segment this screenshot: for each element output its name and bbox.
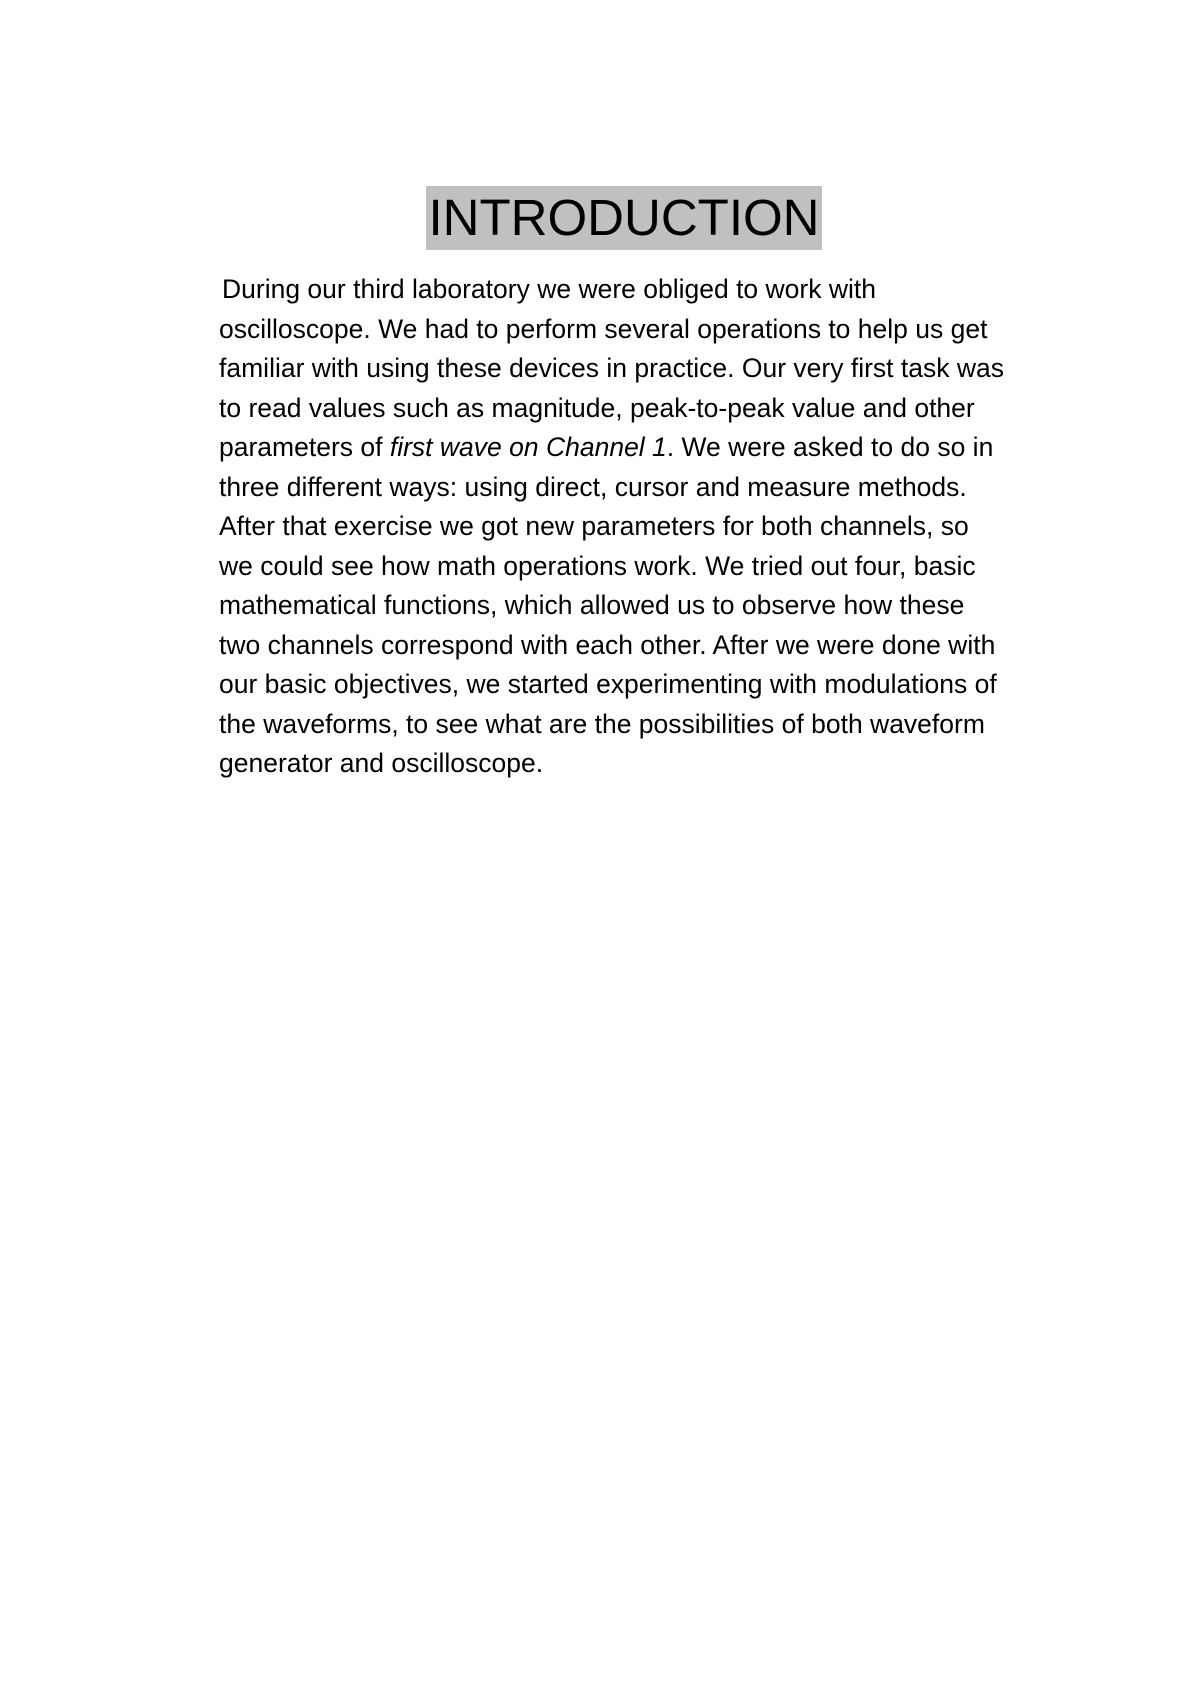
- paragraph-line: mathematical functions, which allowed us to observe how these: [219, 590, 965, 620]
- paragraph-text: . We were asked to do so in: [666, 432, 994, 462]
- paragraph-line: we could see how math operations work. We tried out four, basic: [219, 550, 976, 581]
- paragraph-line: [219, 428, 1069, 468]
- paragraph-line: generator and oscilloscope.: [219, 748, 544, 778]
- paragraph-line: to read values such as magnitude, peak-to-peak value and other: [219, 392, 975, 423]
- italic-phrase: first wave on Channel 1: [389, 432, 667, 462]
- paragraph-line: During our third laboratory we were obliged to work with: [222, 274, 876, 304]
- section-heading: INTRODUCTION: [426, 186, 823, 250]
- paragraph-line: familiar with using these devices in practice. Our very first task was: [219, 353, 1004, 383]
- paragraph-line: oscilloscope. We had to perform several operations to help us get: [219, 313, 988, 344]
- paragraph-line: After that exercise we got new parameters for both channels, so: [219, 511, 969, 541]
- paragraph-line: the waveforms, to see what are the possibilities of both waveform: [219, 708, 985, 739]
- introduction-paragraph: [219, 270, 1069, 784]
- paragraph-line: two channels correspond with each other. After we were done with: [219, 629, 996, 660]
- paragraph-line: our basic objectives, we started experimenting with modulations of: [219, 669, 997, 699]
- heading-container: [0, 186, 1200, 250]
- paragraph-line: three different ways: using direct, cursor and measure methods.: [219, 471, 967, 502]
- paragraph-text: parameters of: [219, 432, 390, 462]
